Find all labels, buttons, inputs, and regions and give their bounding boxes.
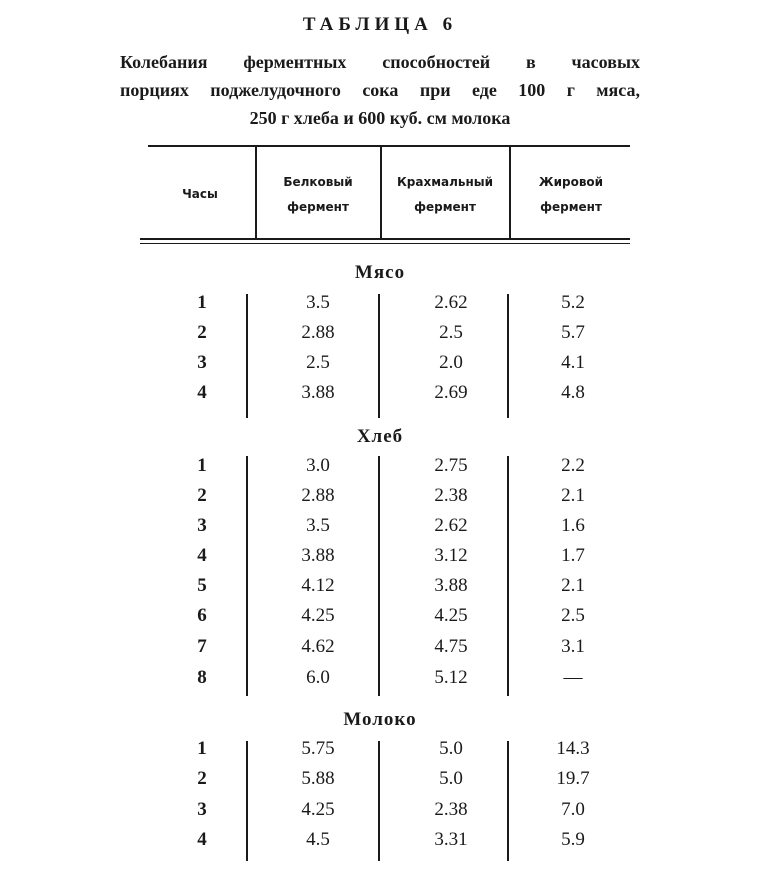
cell-protein: 4.5 [306,829,330,850]
cell-hour: 3 [197,515,207,536]
cell-hour: 2 [197,768,207,789]
cell-starch: 2.38 [434,799,468,820]
cell-fat: 4.8 [561,382,585,403]
cell-fat: 14.3 [556,738,590,759]
cell-protein: 2.88 [301,322,335,343]
header-fat [512,170,630,220]
header-protein [258,170,378,220]
table-row [0,632,760,662]
table-row [0,734,760,764]
table-row [0,825,760,855]
cell-fat: 2.1 [561,485,585,506]
header-protein-line-2: фермент [287,200,349,214]
cell-starch: 2.0 [439,352,463,373]
table-row [0,481,760,511]
header-hours [150,182,250,207]
cell-hour: 5 [197,575,207,596]
cell-starch: 4.75 [434,636,468,657]
cell-starch: 2.38 [434,485,468,506]
header-protein-line-1: Белковый [283,175,353,189]
cell-starch: 5.0 [439,768,463,789]
caption-line-1: Колебания ферментных способностей в часовых [120,52,640,72]
cell-protein: 3.88 [301,545,335,566]
cell-starch: 4.25 [434,605,468,626]
cell-hour: 1 [197,738,207,759]
cell-hour: 2 [197,322,207,343]
cell-hour: 3 [197,352,207,373]
cell-protein: 4.62 [301,636,335,657]
table-row [0,288,760,318]
header-bottom-rule-1 [140,238,630,240]
table-row [0,795,760,825]
cell-fat: — [563,667,583,688]
cell-fat: 2.2 [561,455,585,476]
header-fat-line-2: фермент [540,200,602,214]
table-row [0,348,760,378]
cell-protein: 3.5 [306,515,330,536]
cell-fat: 7.0 [561,799,585,820]
table-row [0,378,760,408]
cell-fat: 1.7 [561,545,585,566]
cell-protein: 5.75 [301,738,335,759]
table-caption [120,48,640,132]
caption-line-3: 250 г хлеба и 600 куб. см молока [249,108,511,128]
cell-hour: 1 [197,455,207,476]
table-row [0,451,760,481]
header-fat-line-1: Жировой [538,175,604,189]
table-row [0,663,760,693]
caption-line-2: порциях поджелудочного сока при еде 100 г мяса, [120,80,640,100]
cell-protein: 3.5 [306,292,330,313]
cell-fat: 1.6 [561,515,585,536]
cell-fat: 5.9 [561,829,585,850]
table-row [0,764,760,794]
table-title: ТАБЛИЦА 6 [302,14,458,35]
cell-fat: 2.5 [561,605,585,626]
cell-fat: 19.7 [556,768,590,789]
cell-starch: 5.12 [434,667,468,688]
header-divider-3 [509,147,511,238]
section-title-milk: Молоко [343,709,417,730]
cell-protein: 3.0 [306,455,330,476]
cell-starch: 2.62 [434,515,468,536]
cell-protein: 4.25 [301,605,335,626]
header-starch-line-2: фермент [414,200,476,214]
cell-starch: 2.69 [434,382,468,403]
cell-hour: 4 [197,382,207,403]
cell-starch: 3.31 [434,829,468,850]
cell-hour: 7 [197,636,207,657]
cell-hour: 8 [197,667,207,688]
cell-starch: 3.88 [434,575,468,596]
cell-fat: 2.1 [561,575,585,596]
table-row [0,318,760,348]
table-row [0,601,760,631]
cell-fat: 5.2 [561,292,585,313]
cell-protein: 6.0 [306,667,330,688]
cell-starch: 2.62 [434,292,468,313]
cell-hour: 4 [197,545,207,566]
table-row [0,571,760,601]
table-row [0,541,760,571]
cell-hour: 4 [197,829,207,850]
cell-hour: 2 [197,485,207,506]
header-divider-1 [255,147,257,238]
cell-fat: 3.1 [561,636,585,657]
cell-protein: 4.12 [301,575,335,596]
cell-protein: 2.5 [306,352,330,373]
header-starch-line-1: Крахмальный [396,175,494,189]
cell-starch: 2.5 [439,322,463,343]
cell-hour: 1 [197,292,207,313]
cell-hour: 6 [197,605,207,626]
cell-protein: 4.25 [301,799,335,820]
cell-protein: 3.88 [301,382,335,403]
section-title-meat: Мясо [354,262,406,283]
cell-protein: 2.88 [301,485,335,506]
cell-starch: 5.0 [439,738,463,759]
cell-fat: 5.7 [561,322,585,343]
cell-fat: 4.1 [561,352,585,373]
cell-starch: 2.75 [434,455,468,476]
header-bottom-rule-2 [140,243,630,244]
section-title-bread: Хлеб [356,426,404,447]
cell-starch: 3.12 [434,545,468,566]
header-hours-label: Часы [182,187,218,201]
cell-hour: 3 [197,799,207,820]
header-top-rule [148,145,630,147]
cell-protein: 5.88 [301,768,335,789]
header-divider-2 [380,147,382,238]
header-starch [383,170,507,220]
table-row [0,511,760,541]
